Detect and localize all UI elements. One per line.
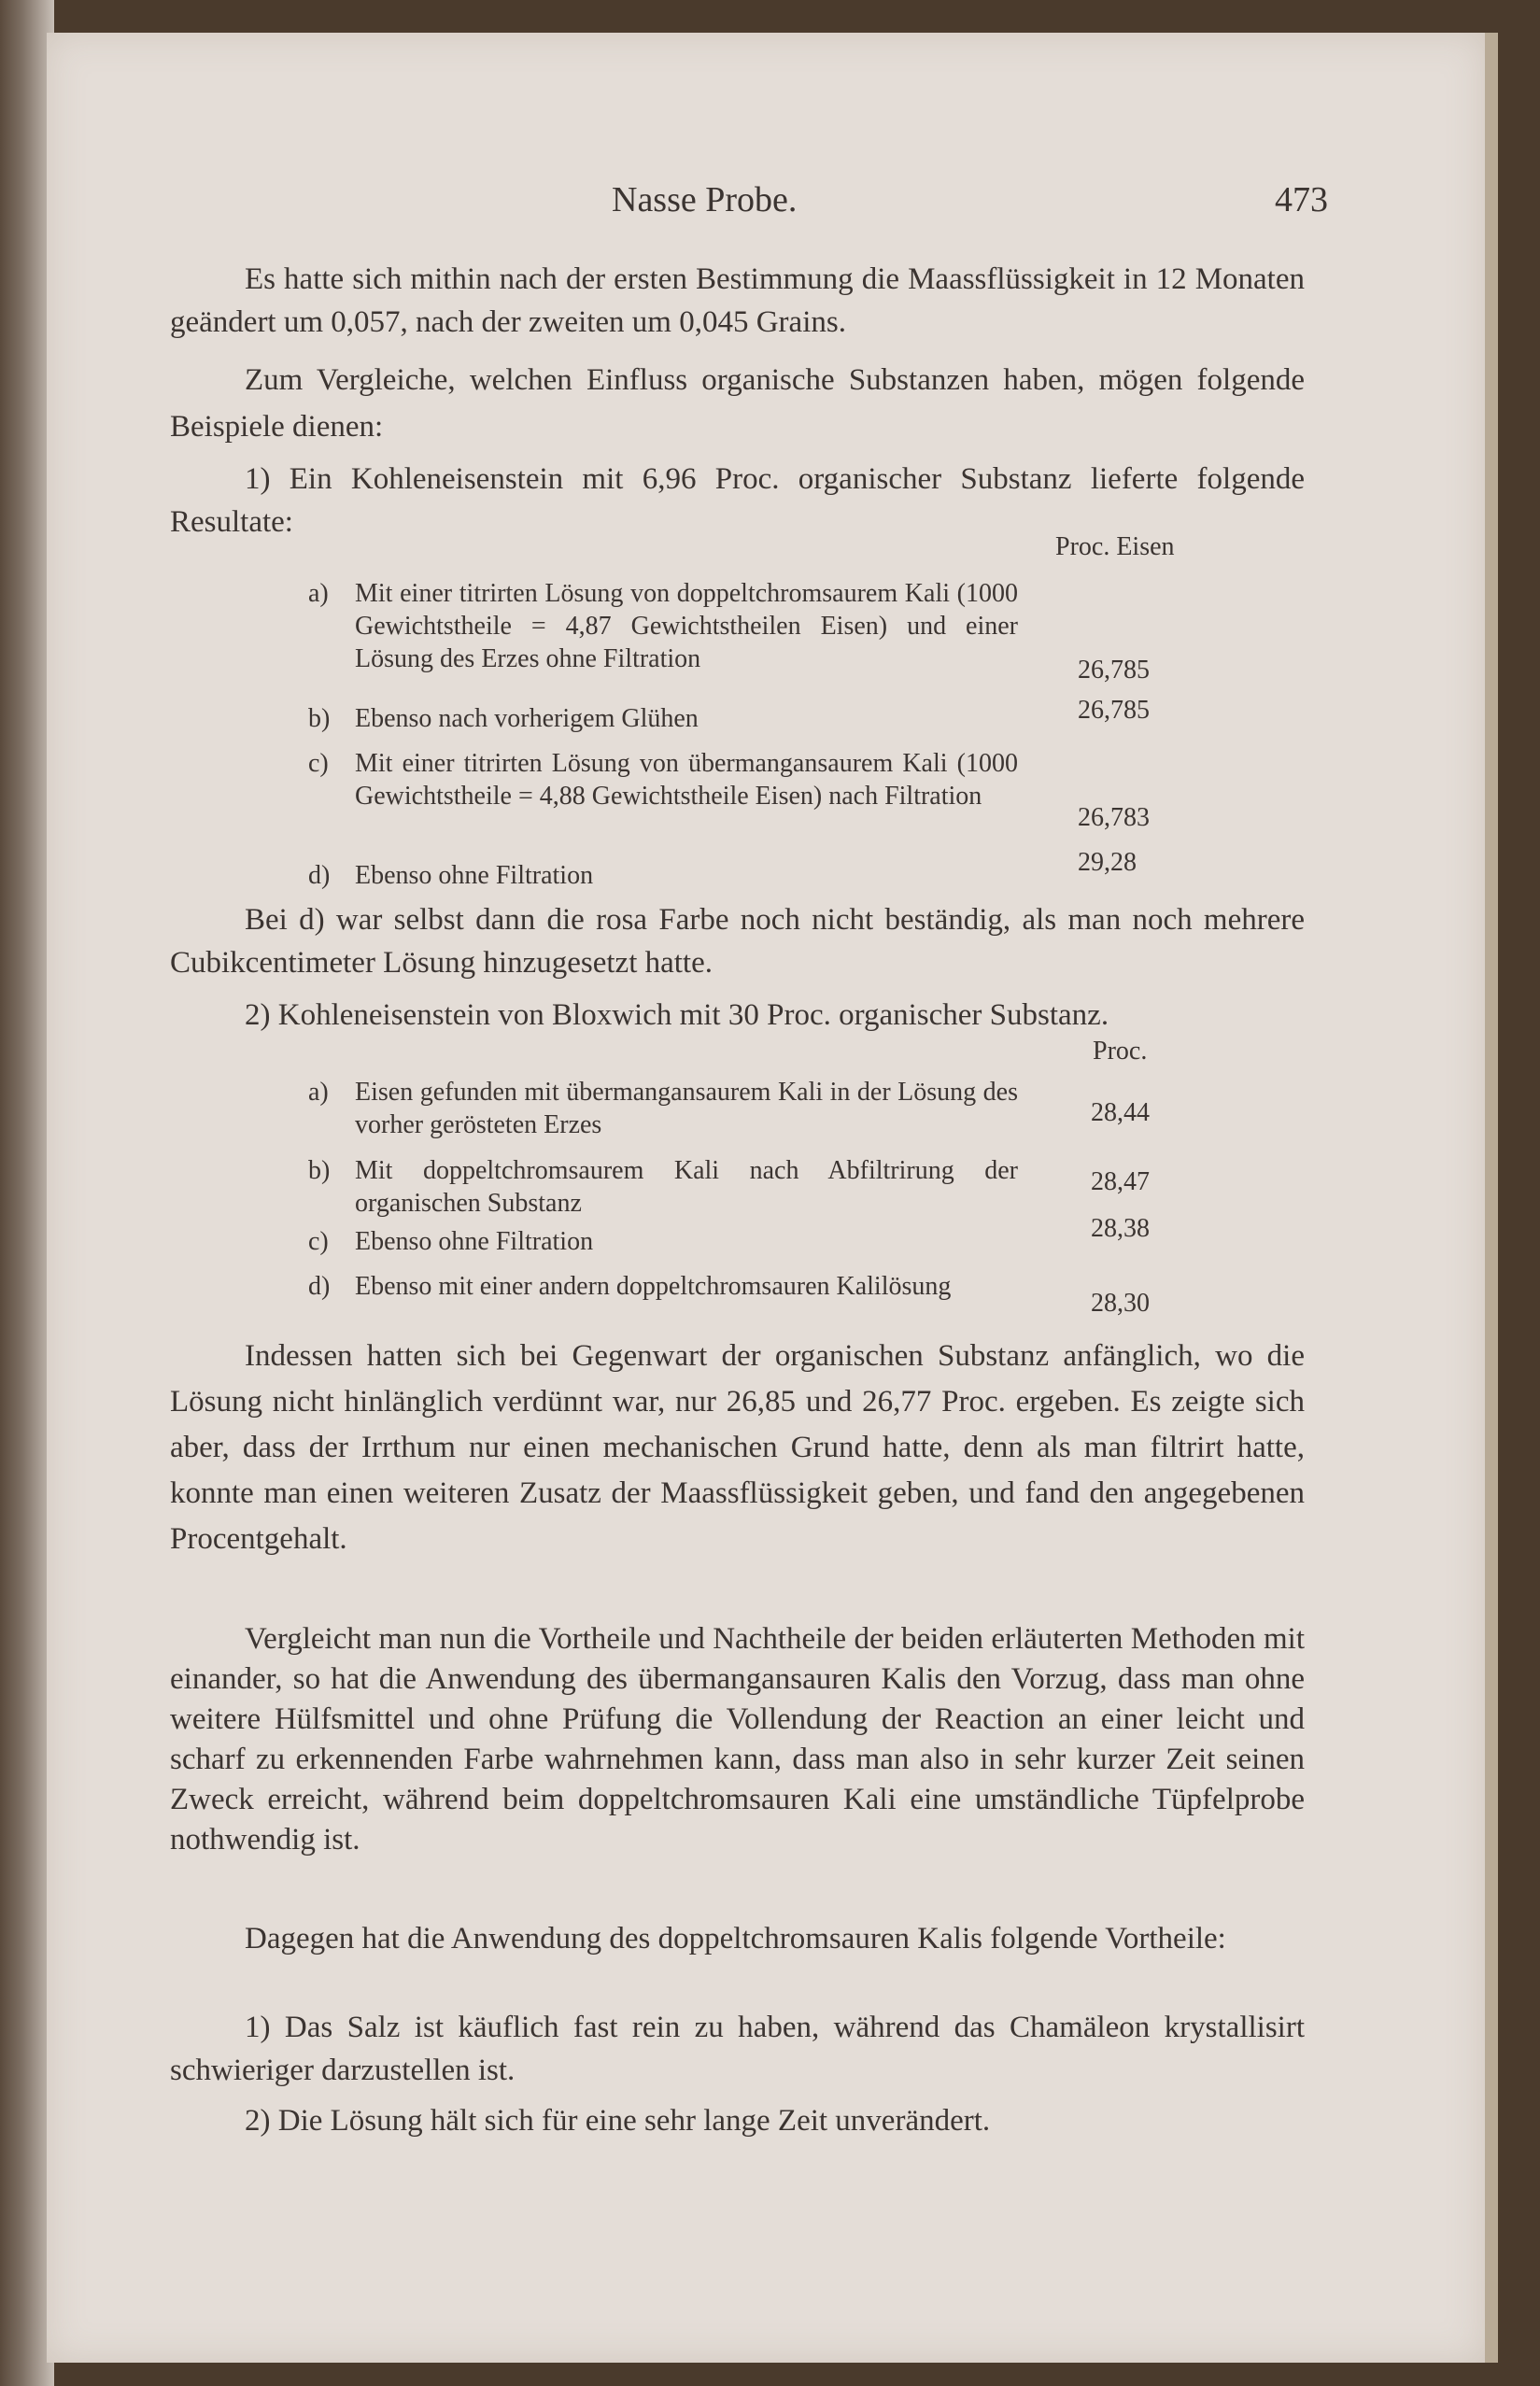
row-label: a) (308, 1078, 329, 1107)
column-header: Proc. (1093, 1037, 1148, 1066)
paragraph: 1) Ein Kohleneisenstein mit 6,96 Proc. organischer Substanz lieferte folgende Resultate: (170, 462, 1305, 539)
row-label: d) (308, 861, 331, 890)
row-label: b) (308, 1156, 331, 1185)
row-label: c) (308, 1227, 329, 1256)
paragraph: Indessen hatten sich bei Gegenwart der organischen Substanz anfänglich, wo die Lösung nicht hinlänglich verdünnt war, nur 26,85 und 26,77 Proc. ergeben. Es zeigte sich aber, dass der Irrthum nur einen mechanischen Grund hatte, denn als man filtrirt hatte, konnte man einen weiteren Zusatz der Maassflüssigkeit geben, und fand den angegebenen Procentgehalt. (170, 1339, 1305, 1556)
page-number: 473 (1275, 180, 1328, 219)
row-text: Eisen gefunden mit übermangansaurem Kali in der Lösung des vorher gerösteten Erzes (355, 1078, 1018, 1139)
row-text: Mit doppeltchromsaurem Kali nach Abfiltrirung der organischen Substanz (355, 1156, 1018, 1218)
column-header: Proc. Eisen (1055, 532, 1175, 561)
row-value: 26,785 (1078, 696, 1150, 725)
paragraph: Dagegen hat die Anwendung des doppeltchromsauren Kalis folgende Vortheile: (245, 1922, 1226, 1955)
paragraph: Es hatte sich mithin nach der ersten Bestimmung die Maassflüssigkeit in 12 Monaten geändert um 0,057, nach der zweiten um 0,045 Grains. (170, 262, 1305, 339)
paragraph: Vergleicht man nun die Vortheile und Nachtheile der beiden erläuterten Methoden mit einander, so hat die Anwendung des übermangansauren Kalis den Vorzug, dass man ohne weitere Hülfsmittel und ohne Prüfung die Vollendung der Reaction an einer leicht und scharf zu erkennenden Farbe wahrnehmen kann, dass man also in sehr kurzer Zeit seinen Zweck erreicht, während beim doppeltchromsauren Kali eine umständliche Tüpfelprobe nothwendig ist. (170, 1622, 1305, 1857)
paragraph: Zum Vergleiche, welchen Einfluss organische Substanzen haben, mögen folgende Beispiele dienen: (170, 363, 1305, 444)
row-value: 28,47 (1091, 1167, 1150, 1196)
paragraph: Bei d) war selbst dann die rosa Farbe noch nicht beständig, als man noch mehrere Cubikcentimeter Lösung hinzugesetzt hatte. (170, 903, 1305, 980)
row-text: Ebenso nach vorherigem Glühen (355, 704, 699, 733)
page-edge (1485, 33, 1498, 2363)
paragraph: 2) Die Lösung hält sich für eine sehr lange Zeit unverändert. (245, 2104, 991, 2138)
row-value: 28,38 (1091, 1214, 1150, 1243)
row-text: Mit einer titrirten Lösung von übermangansaurem Kali (1000 Gewichtstheile = 4,88 Gewichtstheile Eisen) nach Filtration (355, 749, 1018, 811)
row-text: Ebenso ohne Filtration (355, 1227, 594, 1256)
row-text: Ebenso mit einer andern doppeltchromsauren Kalilösung (355, 1272, 952, 1301)
row-label: a) (308, 579, 329, 608)
row-value: 26,783 (1078, 803, 1150, 832)
row-value: 26,785 (1078, 656, 1150, 685)
row-text: Mit einer titrirten Lösung von doppeltchromsaurem Kali (1000 Gewichtstheile = 4,87 Gewichtstheilen Eisen) und einer Lösung des Erzes ohne Filtration (355, 579, 1018, 673)
running-title: Nasse Probe. (612, 180, 798, 219)
row-text: Ebenso ohne Filtration (355, 861, 594, 890)
row-value: 28,30 (1091, 1289, 1150, 1318)
row-label: d) (308, 1272, 331, 1301)
row-value: 29,28 (1078, 848, 1137, 877)
row-label: c) (308, 749, 329, 778)
row-value: 28,44 (1091, 1098, 1150, 1127)
paragraph: 1) Das Salz ist käuflich fast rein zu haben, während das Chamäleon krystallisirt schwieriger darzustellen ist. (170, 2011, 1305, 2087)
row-label: b) (308, 704, 331, 733)
paragraph: 2) Kohleneisenstein von Bloxwich mit 30 Proc. organischer Substanz. (245, 998, 1109, 1032)
